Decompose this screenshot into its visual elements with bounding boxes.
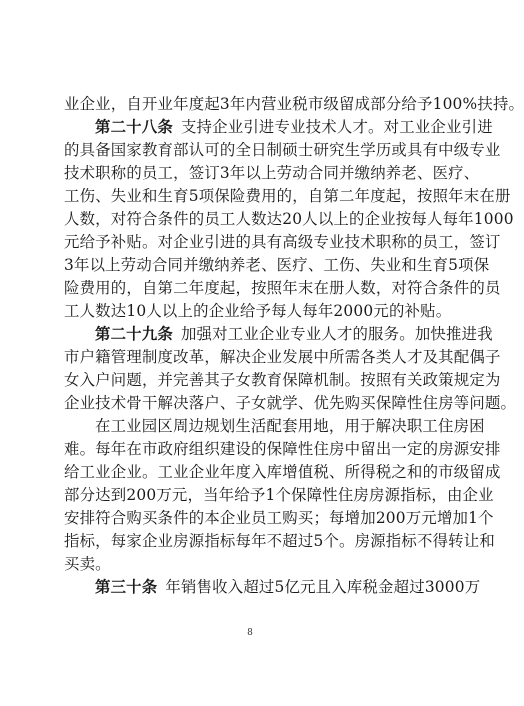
line-text: 支持企业引进专业技术人才。对工业企业引进 — [180, 118, 493, 136]
line-text: 安排符合购买条件的本企业员工购买；每增加200万元增加1个 — [64, 509, 494, 527]
text-line — [64, 484, 494, 507]
line-text: 人数，对符合条件的员工人数达20人以上的企业按每人每年1000 — [64, 210, 514, 228]
text-line — [64, 185, 511, 208]
text-line — [64, 116, 493, 139]
line-text: 险费用的，自第二年度起，按照年末在册人数，对符合条件的员 — [64, 279, 501, 297]
article-heading: 第三十条 — [95, 578, 158, 596]
line-text: 工人数达10人以上的企业给予每人每年2000元的补贴。 — [64, 302, 452, 320]
line-text: 难。每年在市政府组织建设的保障性住房中留出一定的房源安排 — [64, 440, 501, 458]
text-line — [64, 438, 501, 461]
text-line — [64, 507, 494, 530]
text-line — [64, 323, 493, 346]
line-text: 买卖。 — [64, 555, 111, 573]
text-line — [64, 162, 480, 185]
text-line — [64, 208, 514, 231]
text-line — [64, 93, 524, 116]
text-line — [64, 415, 485, 438]
text-line — [64, 576, 481, 599]
text-line — [64, 369, 501, 392]
page-number: 8 — [247, 628, 253, 638]
text-line — [64, 530, 495, 553]
text-line — [64, 346, 501, 369]
line-text: 的具备国家教育部认可的全日制硕士研究生学历或具有中级专业 — [64, 141, 501, 159]
text-line — [64, 300, 452, 323]
line-text: 3年以上劳动合同并缴纳养老、医疗、工伤、失业和生育5项保 — [64, 256, 490, 274]
text-line — [64, 231, 501, 254]
line-text: 部分达到200万元，当年给予1个保障性住房房源指标，由企业 — [64, 486, 494, 504]
text-line — [64, 254, 490, 277]
document-body — [64, 93, 524, 599]
line-text: 业企业，自开业年度起3年内营业税市级留成部分给予100%扶持。 — [64, 95, 524, 113]
line-text: 企业技术骨干解决落户、子女就学、优先购买保障性住房等问题。 — [64, 394, 517, 412]
line-text: 年销售收入超过5亿元且入库税金超过3000万 — [165, 578, 481, 596]
line-text: 技术职称的员工，签订3年以上劳动合同并缴纳养老、医疗、 — [64, 164, 480, 182]
text-line — [64, 277, 501, 300]
line-text: 市户籍管理制度改革，解决企业发展中所需各类人才及其配偶子 — [64, 348, 501, 366]
article-heading: 第二十八条 — [95, 118, 173, 136]
text-line — [64, 392, 517, 415]
line-text: 给工业企业。工业企业年度入库增值税、所得税之和的市级留成 — [64, 463, 501, 481]
text-line — [64, 461, 501, 484]
line-text: 指标，每家企业房源指标每年不超过5个。房源指标不得转让和 — [64, 532, 495, 550]
text-line — [64, 139, 501, 162]
line-text: 元给予补贴。对企业引进的具有高级专业技术职称的员工，签订 — [64, 233, 501, 251]
article-heading: 第二十九条 — [95, 325, 173, 343]
text-line — [64, 553, 437, 576]
line-text: 工伤、失业和生育5项保险费用的，自第二年度起，按照年末在册 — [64, 187, 511, 205]
line-text: 在工业园区周边规划生活配套用地，用于解决职工住房困 — [95, 417, 485, 435]
line-text: 女入户问题，并完善其子女教育保障机制。按照有关政策规定为 — [64, 371, 501, 389]
line-text: 加强对工业企业专业人才的服务。加快推进我 — [180, 325, 493, 343]
